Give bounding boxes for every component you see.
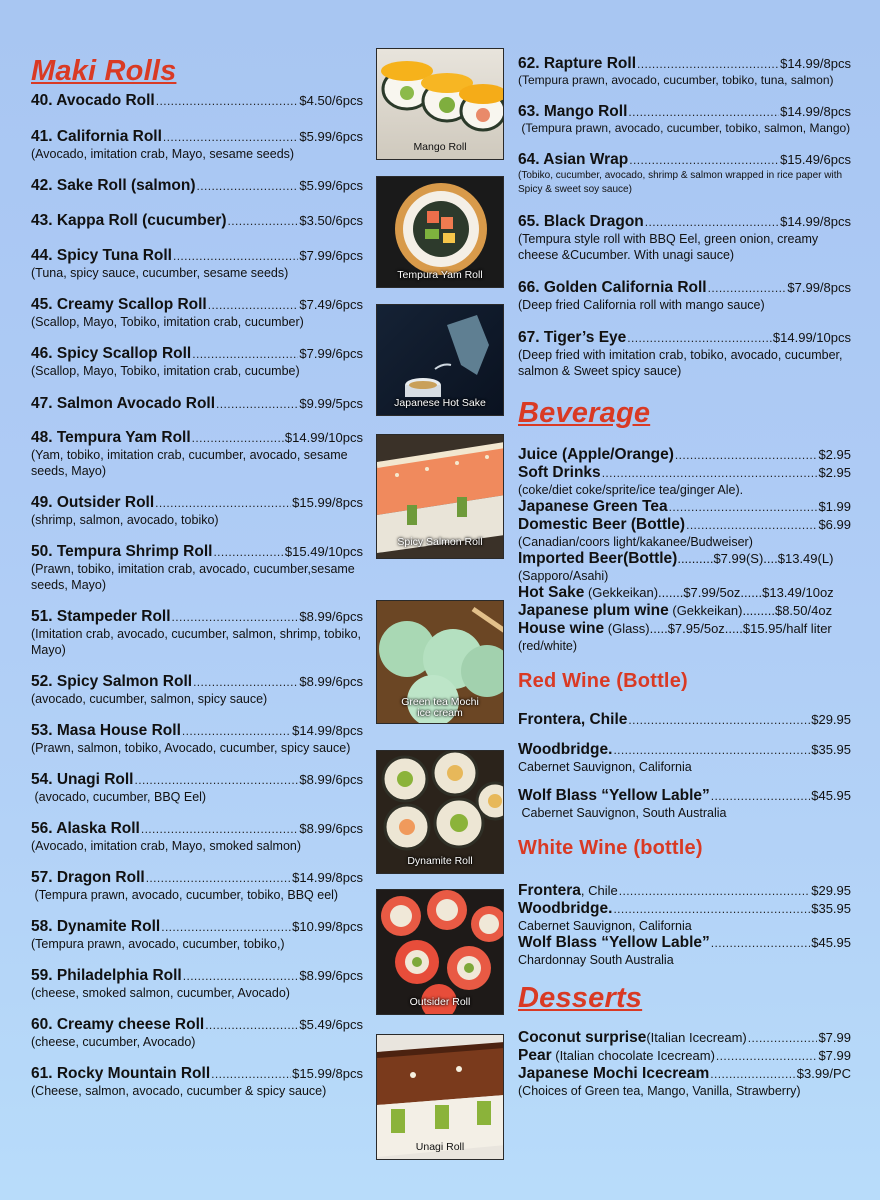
item-price: $1.99: [818, 499, 851, 514]
menu-item: [31, 869, 363, 903]
leader-dots: [172, 610, 299, 624]
leader-dots: [629, 153, 779, 167]
item-description: (Avocado, imitation crab, Mayo, sesame seeds): [31, 147, 295, 161]
menu-item: [518, 446, 851, 464]
item-name: 61. Rocky Mountain Roll: [31, 1065, 211, 1082]
photo-caption: Green tea Mochi ice cream: [401, 696, 479, 719]
menu-item: [31, 177, 363, 195]
photo-caption: Dynamite Roll: [407, 855, 473, 867]
item-description: (Avocado, imitation crab, Mayo, smoked salmon): [31, 839, 302, 853]
item-price: $15.49/6pcs: [780, 152, 851, 167]
leader-dots: [182, 724, 291, 738]
item-name: 64. Asian Wrap: [518, 151, 629, 168]
menu-item: [518, 151, 851, 197]
item-price: $14.99/8pcs: [292, 723, 363, 738]
item-name: 49. Outsider Roll: [31, 494, 155, 511]
menu-item: [518, 498, 851, 516]
item-name: 45. Creamy Scallop Roll: [31, 296, 207, 313]
item-name: Pear: [518, 1047, 552, 1064]
item-qualifier: (Gekkeikan): [668, 603, 743, 618]
menu-item: [518, 103, 851, 135]
menu-item: [518, 1029, 851, 1047]
item-description: (Tempura prawn, avocado, cucumber, tobiko, salmon, Mango): [518, 121, 851, 135]
item-price: $7.99/8pcs: [787, 280, 851, 295]
item-description: (coke/diet coke/sprite/ice tea/ginger Ale).: [518, 483, 744, 497]
menu-item: [518, 213, 851, 263]
item-name: Japanese Mochi Icecream: [518, 1065, 710, 1082]
item-description: (Imitation crab, avocado, cucumber, salmon, shrimp, tobiko, Mayo): [31, 627, 362, 657]
photo-caption: Spicy Salmon Roll: [397, 536, 483, 548]
item-qualifier: , Chile: [580, 883, 618, 898]
leader-dots: [748, 1031, 818, 1045]
item-price: $7.99/6pcs: [299, 346, 363, 361]
menu-item: [518, 329, 851, 379]
leader-dots: [613, 902, 810, 916]
item-price: $15.99/8pcs: [292, 1066, 363, 1081]
item-description: (cheese, smoked salmon, cucumber, Avocado): [31, 986, 290, 1000]
item-qualifier: (Glass): [604, 621, 650, 636]
item-price: $6.99: [818, 517, 851, 532]
beverage-heading: Beverage: [518, 397, 651, 429]
leader-dots: [211, 1067, 291, 1081]
item-price: $8.99/6pcs: [299, 968, 363, 983]
item-description: (Tempura prawn, avocado, cucumber, tobiko,): [31, 937, 285, 951]
item-description: Cabernet Sauvignon, California: [518, 919, 692, 933]
item-price: $7.49/6pcs: [299, 297, 363, 312]
mango-roll-photo: [376, 48, 504, 160]
item-description: (avocado, cucumber, salmon, spicy sauce): [31, 692, 268, 706]
item-name: Woodbridge.: [518, 900, 613, 917]
item-price: $14.99/10pcs: [284, 430, 363, 445]
item-name: 62. Rapture Roll: [518, 55, 636, 72]
menu-item: [518, 464, 851, 498]
leader-dots: [686, 518, 817, 532]
menu-item: [31, 212, 363, 230]
leader-dots: [708, 281, 787, 295]
menu-item: [518, 882, 851, 900]
menu-item: [31, 1016, 363, 1050]
item-price: .....$7.95/5oz.....$15.95/half liter: [649, 621, 832, 636]
menu-item: [518, 584, 851, 602]
menu-item: [31, 673, 363, 707]
menu-item: [31, 543, 363, 593]
item-price: $14.99/8pcs: [780, 56, 851, 71]
menu-item: [31, 345, 363, 379]
item-description: (Sapporo/Asahi): [518, 569, 609, 583]
item-description: (Cheese, salmon, avocado, cucumber & spicy sauce): [31, 1084, 327, 1098]
menu-item: [31, 1065, 363, 1099]
item-name: Soft Drinks: [518, 464, 601, 481]
item-price: $15.49/10pcs: [284, 544, 363, 559]
dynamite-roll-photo: [376, 750, 504, 874]
item-name: 40. Avocado Roll: [31, 92, 155, 109]
leader-dots: [156, 94, 299, 108]
item-price: $8.99/6pcs: [299, 609, 363, 624]
item-qualifier: (Italian chocolate Icecream): [551, 1048, 715, 1063]
item-description: (Canadian/coors light/kakanee/Budweiser): [518, 535, 753, 549]
leader-dots: [141, 822, 299, 836]
leader-dots: [716, 1049, 818, 1063]
item-description: (Scallop, Mayo, Tobiko, imitation crab, cucumbe): [31, 364, 300, 378]
item-name: Frontera: [518, 882, 581, 899]
leader-dots: [213, 545, 283, 559]
leader-dots: [205, 1018, 298, 1032]
item-name: Coconut surprise: [518, 1029, 647, 1046]
item-name: Frontera, Chile: [518, 711, 628, 728]
menu-item: [31, 296, 363, 330]
item-description: (cheese, cucumber, Avocado): [31, 1035, 196, 1049]
item-name: 52. Spicy Salmon Roll: [31, 673, 193, 690]
menu-item: [518, 741, 851, 775]
item-description: Cabernet Sauvignon, California: [518, 760, 692, 774]
item-price: $2.95: [818, 465, 851, 480]
menu-item: [518, 787, 851, 821]
item-price: $45.95: [811, 788, 851, 803]
leader-dots: [216, 397, 298, 411]
item-name: 65. Black Dragon: [518, 213, 644, 230]
photo-caption: Mango Roll: [413, 141, 467, 153]
menu-item: [518, 55, 851, 87]
item-name: Japanese Green Tea: [518, 498, 668, 515]
menu-item: [518, 620, 851, 654]
item-name: 48. Tempura Yam Roll: [31, 429, 191, 446]
item-name: 56. Alaska Roll: [31, 820, 140, 837]
item-price: $7.99: [818, 1030, 851, 1045]
leader-dots: [669, 500, 818, 514]
desserts-heading: Desserts: [518, 982, 643, 1014]
leader-dots: [193, 675, 298, 689]
menu-item: [31, 92, 363, 110]
menu-item: [31, 395, 363, 413]
item-price: $7.99: [818, 1048, 851, 1063]
leader-dots: [602, 466, 818, 480]
leader-dots: [710, 1067, 796, 1081]
item-price: $7.99/6pcs: [299, 248, 363, 263]
item-name: 53. Masa House Roll: [31, 722, 181, 739]
right-column: [518, 55, 851, 1099]
leader-dots: [613, 743, 810, 757]
item-name: Wolf Blass “Yellow Lable”: [518, 787, 710, 804]
item-description: (Yam, tobiko, imitation crab, cucumber, avocado, sesame seeds, Mayo): [31, 448, 348, 478]
item-name: 67. Tiger’s Eye: [518, 329, 627, 346]
item-price: $4.50/6pcs: [299, 93, 363, 108]
item-description: (red/white): [518, 639, 578, 653]
menu-item: [518, 1065, 851, 1099]
item-description: (Tuna, spicy sauce, cucumber, sesame seeds): [31, 266, 289, 280]
item-description: (Choices of Green tea, Mango, Vanilla, Strawberry): [518, 1084, 801, 1098]
item-price: $5.99/6pcs: [299, 129, 363, 144]
item-name: 58. Dynamite Roll: [31, 918, 161, 935]
leader-dots: [675, 448, 818, 462]
leader-dots: [627, 331, 772, 345]
item-price: $15.99/8pcs: [292, 495, 363, 510]
leader-dots: [173, 249, 298, 263]
item-description: (shrimp, salmon, avocado, tobiko): [31, 513, 219, 527]
item-price: $14.99/8pcs: [292, 870, 363, 885]
item-name: 57. Dragon Roll: [31, 869, 145, 886]
menu-item: [31, 247, 363, 281]
item-price: $8.99/6pcs: [299, 674, 363, 689]
maki-rolls-section: [31, 55, 363, 1099]
white-wine-heading: White Wine (bottle): [518, 837, 703, 859]
item-price: $2.95: [818, 447, 851, 462]
item-name: 43. Kappa Roll (cucumber): [31, 212, 227, 229]
menu-item: [518, 1047, 851, 1065]
item-description: (Tempura prawn, avocado, cucumber, tobiko, BBQ eel): [31, 888, 339, 902]
menu-item: [31, 918, 363, 952]
tempura-yam-roll-photo: [376, 176, 504, 288]
menu-item: [31, 967, 363, 1001]
leader-dots: [197, 179, 299, 193]
item-price: $9.99/5pcs: [299, 396, 363, 411]
red-wine-heading: Red Wine (Bottle): [518, 670, 688, 692]
item-name: House wine: [518, 620, 605, 637]
item-name: Imported Beer(Bottle): [518, 550, 678, 567]
leader-dots: [645, 215, 779, 229]
photo-caption: Outsider Roll: [409, 996, 471, 1008]
item-price: $35.95: [811, 901, 851, 916]
item-name: Wolf Blass “Yellow Lable”: [518, 934, 710, 951]
leader-dots: [146, 871, 291, 885]
item-description: (avocado, cucumber, BBQ Eel): [31, 790, 207, 804]
item-description: Chardonnay South Australia: [518, 953, 674, 967]
item-name: Juice (Apple/Orange): [518, 446, 674, 463]
item-name: Hot Sake: [518, 584, 585, 601]
item-name: 41. California Roll: [31, 128, 162, 145]
leader-dots: [711, 789, 810, 803]
item-description: (Prawn, salmon, tobiko, Avocado, cucumber, spicy sauce): [31, 741, 351, 755]
item-price: $5.99/6pcs: [299, 178, 363, 193]
photo-caption: Tempura Yam Roll: [397, 269, 483, 281]
hot-sake-photo: [376, 304, 504, 416]
item-name: 54. Unagi Roll: [31, 771, 134, 788]
item-description: Cabernet Sauvignon, South Australia: [518, 806, 727, 820]
item-name: Japanese plum wine: [518, 602, 669, 619]
menu-item: [31, 771, 363, 805]
green-tea-mochi-photo: [376, 600, 504, 724]
outsider-roll-photo: [376, 889, 504, 1015]
item-name: Woodbridge.: [518, 741, 613, 758]
item-name: 42. Sake Roll (salmon): [31, 177, 196, 194]
leader-dots: [228, 214, 299, 228]
spicy-salmon-roll-photo: [376, 434, 504, 559]
leader-dots: [163, 130, 298, 144]
menu-item: [31, 820, 363, 854]
leader-dots: [628, 105, 779, 119]
item-name: 46. Spicy Scallop Roll: [31, 345, 192, 362]
item-description: (Prawn, tobiko, imitation crab, avocado, cucumber,sesame seeds, Mayo): [31, 562, 355, 592]
item-price: $14.99/8pcs: [780, 214, 851, 229]
item-price: $10.99/8pcs: [292, 919, 363, 934]
menu-item: [31, 429, 363, 479]
menu-item: [518, 279, 851, 313]
item-price: $29.95: [811, 883, 851, 898]
item-price: $8.99/6pcs: [299, 772, 363, 787]
item-name: 59. Philadelphia Roll: [31, 967, 182, 984]
menu-item: [518, 550, 851, 584]
leader-dots: [183, 969, 299, 983]
item-qualifier: (Gekkeikan): [584, 585, 659, 600]
leader-dots: [711, 936, 810, 950]
item-name: 44. Spicy Tuna Roll: [31, 247, 172, 264]
item-price: $8.99/6pcs: [299, 821, 363, 836]
item-description: (Tobiko, cucumber, avocado, shrimp & salmon wrapped in rice paper with Spicy & sweet soy sauce): [518, 170, 843, 195]
photo-caption: Japanese Hot Sake: [394, 397, 486, 409]
item-name: 51. Stampeder Roll: [31, 608, 171, 625]
menu-item: [518, 900, 851, 934]
item-price: $14.99/8pcs: [780, 104, 851, 119]
menu-item: [518, 711, 851, 729]
item-name: 50. Tempura Shrimp Roll: [31, 543, 213, 560]
item-name: 66. Golden California Roll: [518, 279, 707, 296]
item-name: 47. Salmon Avocado Roll: [31, 395, 216, 412]
item-description: (Tempura prawn, avocado, cucumber, tobiko, tuna, salmon): [518, 73, 834, 87]
menu-item: [31, 128, 363, 162]
item-price: .......$7.99/5oz......$13.49/10oz: [658, 585, 834, 600]
item-price: $5.49/6pcs: [299, 1017, 363, 1032]
item-qualifier: (Italian Icecream): [646, 1030, 747, 1045]
item-name: 63. Mango Roll: [518, 103, 628, 120]
item-price: $3.99/PC: [796, 1066, 851, 1081]
item-price: .........$8.50/4oz: [742, 603, 833, 618]
leader-dots: [161, 920, 291, 934]
menu-item: [518, 602, 851, 620]
leader-dots: [155, 496, 291, 510]
item-description: (Tempura style roll with BBQ Eel, green onion, creamy cheese &Cucumber. With unagi sauce): [518, 232, 819, 262]
item-price: $29.95: [811, 712, 851, 727]
leader-dots: [192, 347, 298, 361]
leader-dots: [135, 773, 299, 787]
photo-caption: Unagi Roll: [415, 1141, 465, 1153]
item-price: $45.95: [811, 935, 851, 950]
menu-item: [518, 516, 851, 550]
item-price: $35.95: [811, 742, 851, 757]
item-price: $14.99/10pcs: [772, 330, 851, 345]
menu-item: [31, 608, 363, 658]
item-price: ..........$7.99(S)....$13.49(L): [677, 551, 834, 566]
item-price: $3.50/6pcs: [299, 213, 363, 228]
unagi-roll-photo: [376, 1034, 504, 1160]
leader-dots: [637, 57, 779, 71]
leader-dots: [628, 713, 810, 727]
leader-dots: [192, 431, 284, 445]
leader-dots: [208, 298, 299, 312]
menu-item: [31, 494, 363, 528]
menu-item: [31, 722, 363, 756]
item-description: (Scallop, Mayo, Tobiko, imitation crab, cucumber): [31, 315, 304, 329]
item-description: (Deep fried California roll with mango sauce): [518, 298, 765, 312]
item-name: Domestic Beer (Bottle): [518, 516, 686, 533]
item-name: 60. Creamy cheese Roll: [31, 1016, 205, 1033]
leader-dots: [619, 884, 811, 898]
item-description: (Deep fried with imitation crab, tobiko, avocado, cucumber, salmon & Sweet spicy sauce): [518, 348, 843, 378]
maki-rolls-heading: Maki Rolls: [31, 55, 177, 87]
menu-item: [518, 934, 851, 968]
